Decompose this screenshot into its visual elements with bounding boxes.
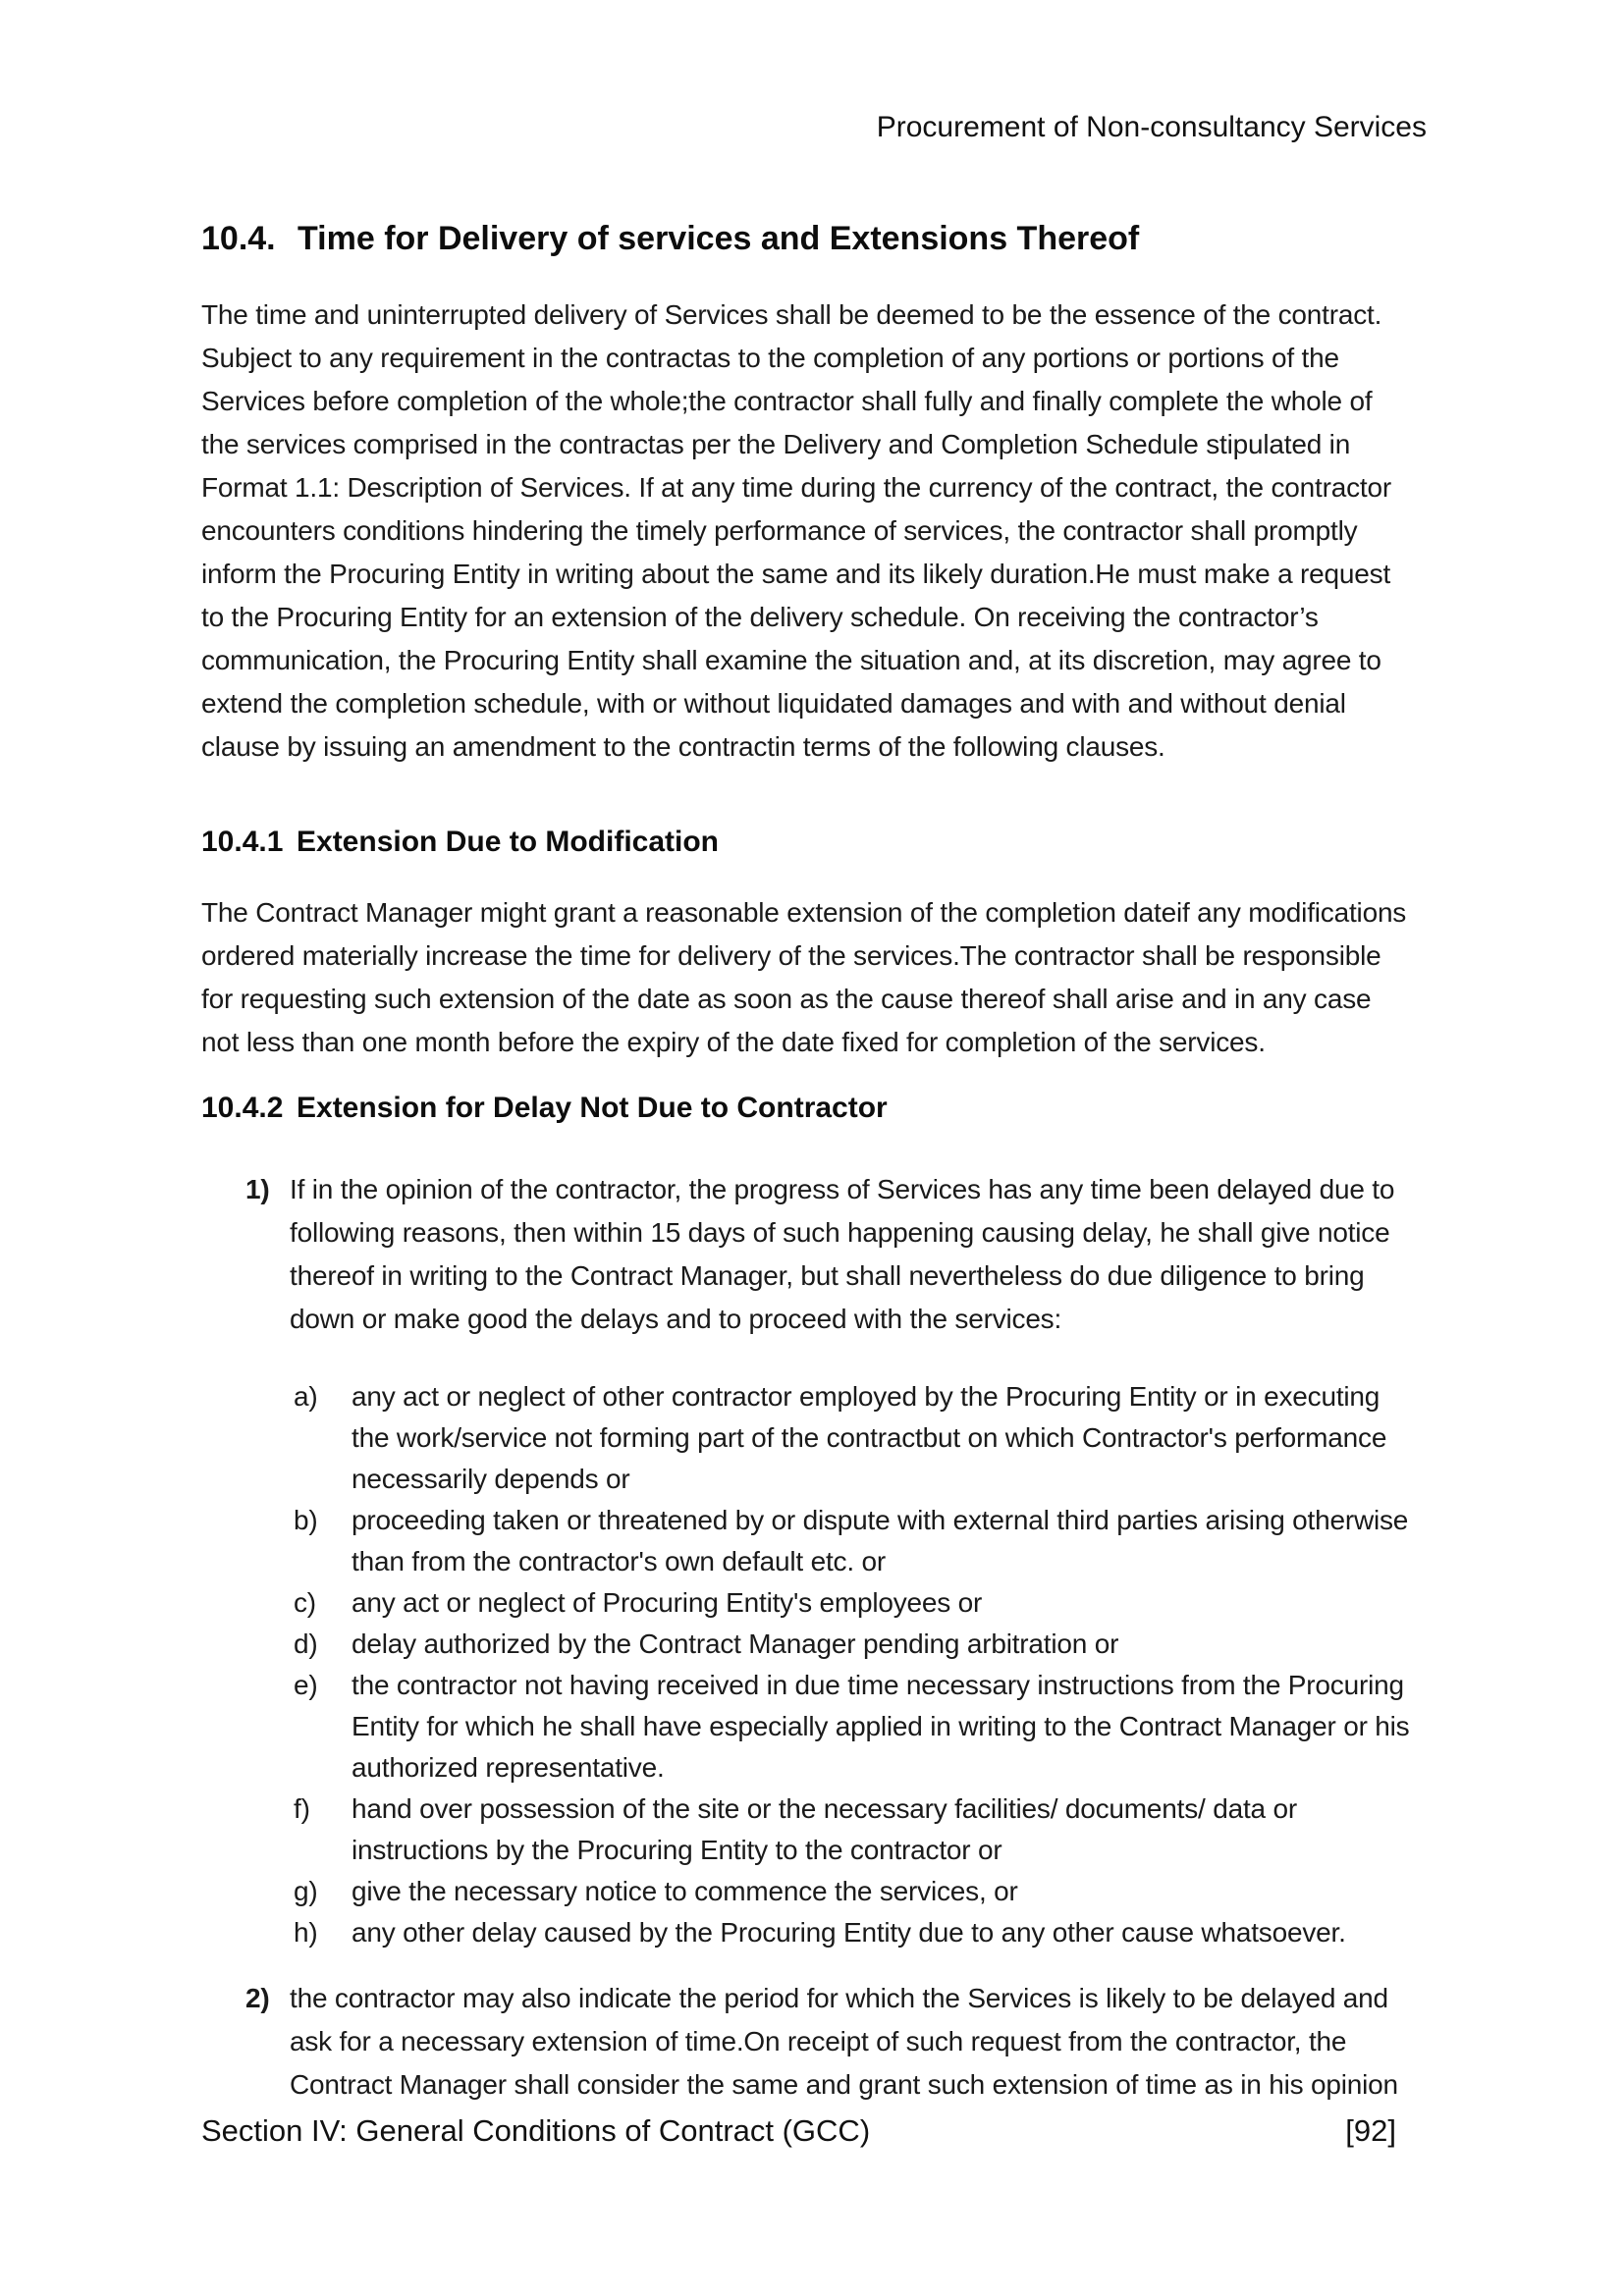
lettered-item-text: give the necessary notice to commence the services, or (352, 1875, 1018, 1906)
subsection-heading (201, 824, 1414, 861)
lettered-list (290, 1376, 1414, 1953)
subsection-heading (201, 1090, 1414, 1127)
numbered-item (201, 1977, 1414, 2107)
numbered-item-marker: 2) (245, 1982, 270, 2013)
subsection-number: 10.4.1 (201, 825, 284, 858)
lettered-item-marker: d) (294, 1628, 318, 1659)
lettered-item-marker: e) (294, 1669, 318, 1700)
lettered-item (290, 1582, 1414, 1624)
lettered-item (290, 1789, 1414, 1871)
lettered-item-text: the contractor not having received in due time necessary instructions from the Procuring Entity for which he shall have especially applied in writing to the Contract Manager or his authorized representative. (352, 1669, 1410, 1783)
subsection (201, 1090, 1414, 2107)
lettered-item (290, 1912, 1414, 1953)
subsection-list (201, 824, 1414, 2107)
lettered-item-marker: h) (294, 1916, 318, 1948)
page-footer (201, 2112, 1396, 2149)
section-number: 10.4. (201, 220, 276, 257)
numbered-item-marker: 1) (245, 1173, 270, 1204)
subsection-title: Extension for Delay Not Due to Contractor (297, 1092, 888, 1124)
lettered-item-text: any other delay caused by the Procuring Entity due to any other cause whatsoever. (352, 1916, 1346, 1948)
subsection (201, 824, 1414, 1065)
section-title: Time for Delivery of services and Extensions Thereof (298, 220, 1140, 257)
numbered-item (201, 1168, 1414, 1953)
lettered-item-marker: c) (294, 1586, 316, 1618)
lettered-item (290, 1871, 1414, 1912)
section-heading (201, 218, 1414, 260)
lettered-item-text: proceeding taken or threatened by or dispute with external third parties arising otherwise than from the contractor's own default etc. or (352, 1504, 1409, 1576)
subsection-title: Extension Due to Modification (297, 825, 720, 858)
lettered-item (290, 1624, 1414, 1665)
numbered-item-text: If in the opinion of the contractor, the progress of Services has any time been delayed due to following reasons, then within 15 days of such happening causing delay, he shall give notice thereof in writing to the Contract Manager, but shall nevertheless do due diligence to bring down or make good the delays and to proceed with the services: (290, 1173, 1395, 1334)
numbered-item-body (290, 1977, 1414, 2107)
lettered-item (290, 1500, 1414, 1582)
numbered-item-body (290, 1168, 1414, 1953)
numbered-item-text: the contractor may also indicate the period for which the Services is likely to be delayed and ask for a necessary extension of time.On receipt of such request from the contractor, the Contract Manager shall consider the same and grant such extension of time as in his opinion (290, 1982, 1398, 2100)
lettered-item-text: delay authorized by the Contract Manager pending arbitration or (352, 1628, 1119, 1659)
subsection-number: 10.4.2 (201, 1092, 284, 1124)
lettered-item-marker: f) (294, 1792, 310, 1824)
lettered-item-text: hand over possession of the site or the necessary facilities/ documents/ data or instructions by the Procuring Entity to the contractor or (352, 1792, 1297, 1865)
footer-page-number: [92] (1345, 2113, 1396, 2148)
header-title: Procurement of Non-consultancy Services (876, 111, 1427, 143)
lettered-item-text: any act or neglect of Procuring Entity's employees or (352, 1586, 983, 1618)
document-content (0, 218, 1624, 2107)
lettered-item (290, 1376, 1414, 1500)
lettered-item-text: any act or neglect of other contractor employed by the Procuring Entity or in executing the work/service not forming part of the contractbut on which Contractor's performance necessarily depends or (352, 1380, 1387, 1494)
lettered-item-marker: b) (294, 1504, 318, 1535)
lettered-item-marker: a) (294, 1380, 318, 1412)
page-header (0, 0, 1624, 145)
subsection-paragraph: The Contract Manager might grant a reasonable extension of the completion dateif any modifications ordered materially increase the time for delivery of the services.The contractor shall be responsible for requesting such extension of the date as soon as the cause thereof shall arise and in any case not less than one month before the expiry of the date fixed for completion of the services. (201, 897, 1407, 1057)
footer-section-label: Section IV: General Conditions of Contract (GCC) (201, 2113, 871, 2148)
lettered-item-marker: g) (294, 1875, 318, 1906)
intro-paragraph: The time and uninterrupted delivery of Services shall be deemed to be the essence of the contract. Subject to any requirement in the contractas to the completion of any portions or portions of the Services before completion of the whole;the contractor shall fully and finally complete the whole of the services comprised in the contractas per the Delivery and Completion Schedule stipulated in Format 1.1: Description of Services. If at any time during the currency of the contract, the contractor encounters conditions hindering the timely performance of services, the contractor shall promptly inform the Procuring Entity in writing about the same and its likely duration.He must make a request to the Procuring Entity for an extension of the delivery schedule. On receiving the contractor’s communication, the Procuring Entity shall examine the situation and, at its discretion, may agree to extend the completion schedule, with or without liquidated damages and with and without denial clause by issuing an amendment to the contractin terms of the following clauses. (201, 298, 1391, 762)
lettered-item (290, 1665, 1414, 1789)
